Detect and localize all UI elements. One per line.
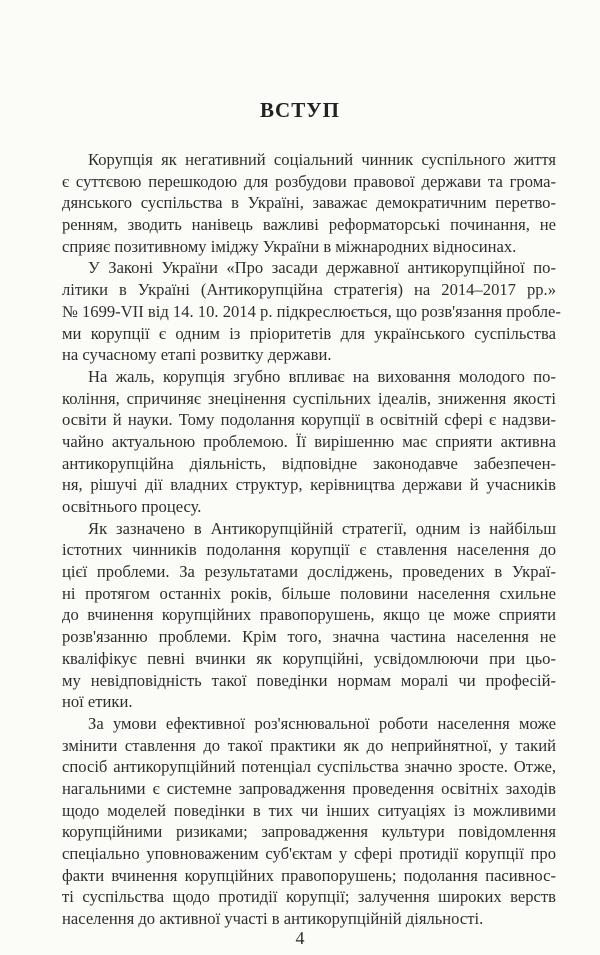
text-line: чайно актуальною проблемою. Її вирішенню має сприяти активна <box>62 431 556 451</box>
text-line: ми корупції є одним із пріоритетів для українського суспільства <box>62 323 556 343</box>
text-line: ні протягом останніх років, більше половини населення схильне <box>62 583 556 603</box>
text-line: на сучасному етапі розвитку держави. <box>62 345 332 365</box>
paragraph <box>62 366 556 518</box>
text-line: антикорупційна діяльність, відповідне законодавче забезпечен- <box>62 453 556 473</box>
page-title: ВСТУП <box>260 98 340 123</box>
text-line: є суттєвою перешкодою для розбудови правової держави та грома- <box>62 171 556 191</box>
text-line: № 1699-VII від 14. 10. 2014 р. підкреслюється, що розв'язання пробле- <box>62 301 561 321</box>
text-line: освіти й науки. Тому подолання корупції в освітній сфері є надзви- <box>62 410 556 430</box>
text-line: Як зазначено в Антикорупційній стратегії, одним із найбільш <box>88 518 556 538</box>
text-line: Корупція як негативний соціальний чинник суспільного життя <box>88 150 556 169</box>
text-line: розв'язанню проблеми. Крім того, значна частина населення не <box>62 627 556 647</box>
paragraph <box>62 257 561 365</box>
text-line: коління, спричиняє знецінення суспільних ідеалів, зниження якості <box>62 388 556 408</box>
text-line: літики в Україні (Антикорупційна стратегія) на 2014–2017 рр.» <box>62 280 556 300</box>
text-line: ренням, зводить нанівець важливі реформаторські починання, не <box>62 215 556 235</box>
text-line: На жаль, корупція згубно впливає на виховання молодого по- <box>88 366 556 386</box>
text-line: кваліфікує певні вчинки як корупційні, усвідомлюючи при цьо- <box>62 648 556 668</box>
text-line: спеціально уповноваженим суб'єктам у сфері протидії корупції про <box>62 844 556 863</box>
paragraph <box>62 149 556 257</box>
paragraph <box>62 518 556 713</box>
text-line: корупційними ризиками; запровадження культури повідомлення <box>62 822 556 842</box>
text-line: дянського суспільства в Україні, заважає демократичним перетво- <box>62 193 556 213</box>
text-line: населення до активної участі в антикорупційній діяльності. <box>62 909 484 929</box>
text-line: сприяє позитивному іміджу України в міжнародних відносинах. <box>62 236 517 256</box>
text-line: За умови ефективної роз'яснювальної роботи населення може <box>88 713 556 733</box>
text-line: освітнього процесу. <box>62 497 202 516</box>
text-line: ної етики. <box>62 692 133 712</box>
text-line: му невідповідність такої поведінки нормам моралі чи професій- <box>62 670 556 690</box>
text-line: щодо моделей поведінки в тих чи інших ситуаціях із можливими <box>62 800 556 820</box>
text-line: цієї проблеми. За результатами досліджень, проведених в Украї- <box>62 562 556 582</box>
text-line: змінити ставлення до такої практики як до неприйнятної, у такий <box>62 735 556 755</box>
body-text <box>62 149 561 930</box>
text-line: спосіб антикорупційний потенціал суспільства значно зросте. Отже, <box>62 757 556 777</box>
text-line: У Законі України «Про засади державної антикорупційної по- <box>88 258 556 278</box>
paragraph <box>62 713 556 930</box>
text-line: факти вчинення корупційних правопорушень; подолання пасивнос- <box>62 865 556 885</box>
text-line: істотних чинників подолання корупції є ставлення населення до <box>62 540 556 560</box>
text-line: ті суспільства щодо протидії корупції; залучення широких верств <box>62 887 556 907</box>
page-number: 4 <box>295 928 305 948</box>
text-line: нагальними є системне запровадження проведення освітніх заходів <box>62 778 556 798</box>
text-line: до вчинення корупційних правопорушень, якщо це може сприяти <box>62 605 556 625</box>
text-line: ня, рішучі дії владних структур, керівництва держави й учасників <box>62 475 556 495</box>
